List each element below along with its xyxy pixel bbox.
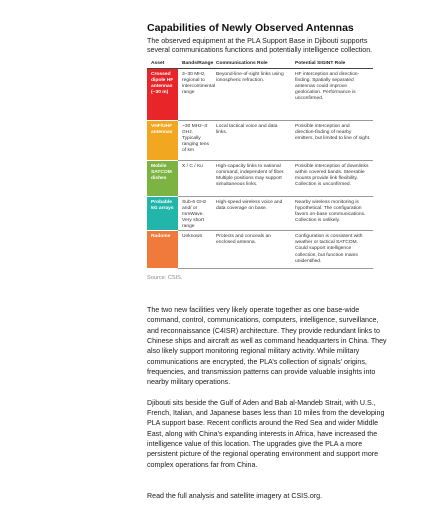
asset-cell: Crossed dipole HF antennas (~30 m)	[147, 68, 178, 120]
bands-cell: X / C / Ku	[178, 160, 212, 196]
source-note: Source: CSIS.	[147, 275, 183, 282]
asset-cell: Probable 5G arrays	[147, 196, 178, 230]
sigint-role-cell: Nearby wireless monitoring is hypothetical. The configuration favors on-base communications. Collection is unlikely.	[291, 196, 373, 230]
table-row	[147, 120, 373, 160]
comms-role-cell: High-capacity links to national command, independent of fiber. Multiple positions may support simultaneous links.	[212, 160, 291, 196]
table-row	[147, 68, 373, 120]
table-header-row	[147, 60, 373, 69]
bands-cell: 3–30 MHz, regional to intercontinental range	[178, 68, 212, 120]
table-row	[147, 231, 373, 269]
bands-cell: ~30 MHz–3 GHz. Typically ranging tens of km	[178, 120, 212, 160]
sigint-role-cell: Configuration is consistent with weather or tactical SATCOM. Could support intelligence collection, but function mains unidentified.	[291, 231, 373, 269]
column-header-sigint-role: Potential SIGINT Role	[291, 60, 373, 69]
column-header-bands: Bands/Range	[178, 60, 212, 69]
body-paragraph: The two new facilities very likely operate together as one base-wide command, control, communications, computers, intelligence, surveillance, and reconnaissance (C4ISR) architecture. They provide redundant links to Chinese ships and aircraft as well as command headquarters in China. They also likely support monitoring regional military activity. While military communications are encrypted, the PLA’s collection of signals’ origins, frequencies, and transmission patterns can provide valuable insights into nearby military operations.	[147, 306, 387, 387]
table-row	[147, 160, 373, 196]
sigint-role-cell: Possible interception of downlinks within covered bands. Steerable mounts provide link flexibility. Collection is unconfirmed.	[291, 160, 373, 196]
body-paragraph: Djibouti sits beside the Gulf of Aden and Bab al-Mandeb Strait, with U.S., French, Italian, and Japanese bases less than 10 miles from the developing PLA support base. Recent conflicts around the Red Sea and wider Middle East, along with China’s expanding interests in Africa, have increased the intelligence value of this location. The upgrades give the PLA a more persistent picture of the regional operating environment and support more complex operations far from China.	[147, 398, 385, 469]
figure	[147, 22, 373, 281]
figure-title: Capabilities of Newly Observed Antennas	[147, 22, 354, 34]
capabilities-table	[147, 60, 373, 269]
bands-cell: Sub-6 GHz and/ or mmWave. Very short range	[178, 196, 212, 230]
bands-cell: Unknown	[178, 231, 212, 269]
asset-cell: VHF/UHF antennas	[147, 120, 178, 160]
column-header-asset: Asset	[147, 60, 178, 69]
comms-role-cell: Local tactical voice and data links.	[212, 120, 291, 160]
asset-cell: Radome	[147, 231, 178, 269]
article-body	[147, 305, 387, 512]
column-header-comms-role: Communications Role	[212, 60, 291, 69]
figure-subtitle: The observed equipment at the PLA Support Base in Djibouti supports several communications functions and potentially intelligence collection.	[147, 37, 373, 55]
table-row	[147, 196, 373, 230]
comms-role-cell: High-speed wireless voice and data coverage on base.	[212, 196, 291, 230]
asset-cell: Mobile SATCOM dishes	[147, 160, 178, 196]
comms-role-cell: Beyond-line-of-sight links using ionospheric refraction.	[212, 68, 291, 120]
sigint-role-cell: Possible interception and direction-finding of nearby emitters, but limited to line of sight.	[291, 120, 373, 160]
sigint-role-cell: HF interception and direction-finding. Spatially separated antennas could improve geolocation. Performance is unconfirmed.	[291, 68, 373, 120]
read-more-link[interactable]: Read the full analysis and satellite imagery at CSIS.org.	[147, 492, 323, 501]
comms-role-cell: Protects and conceals an enclosed antenna.	[212, 231, 291, 269]
